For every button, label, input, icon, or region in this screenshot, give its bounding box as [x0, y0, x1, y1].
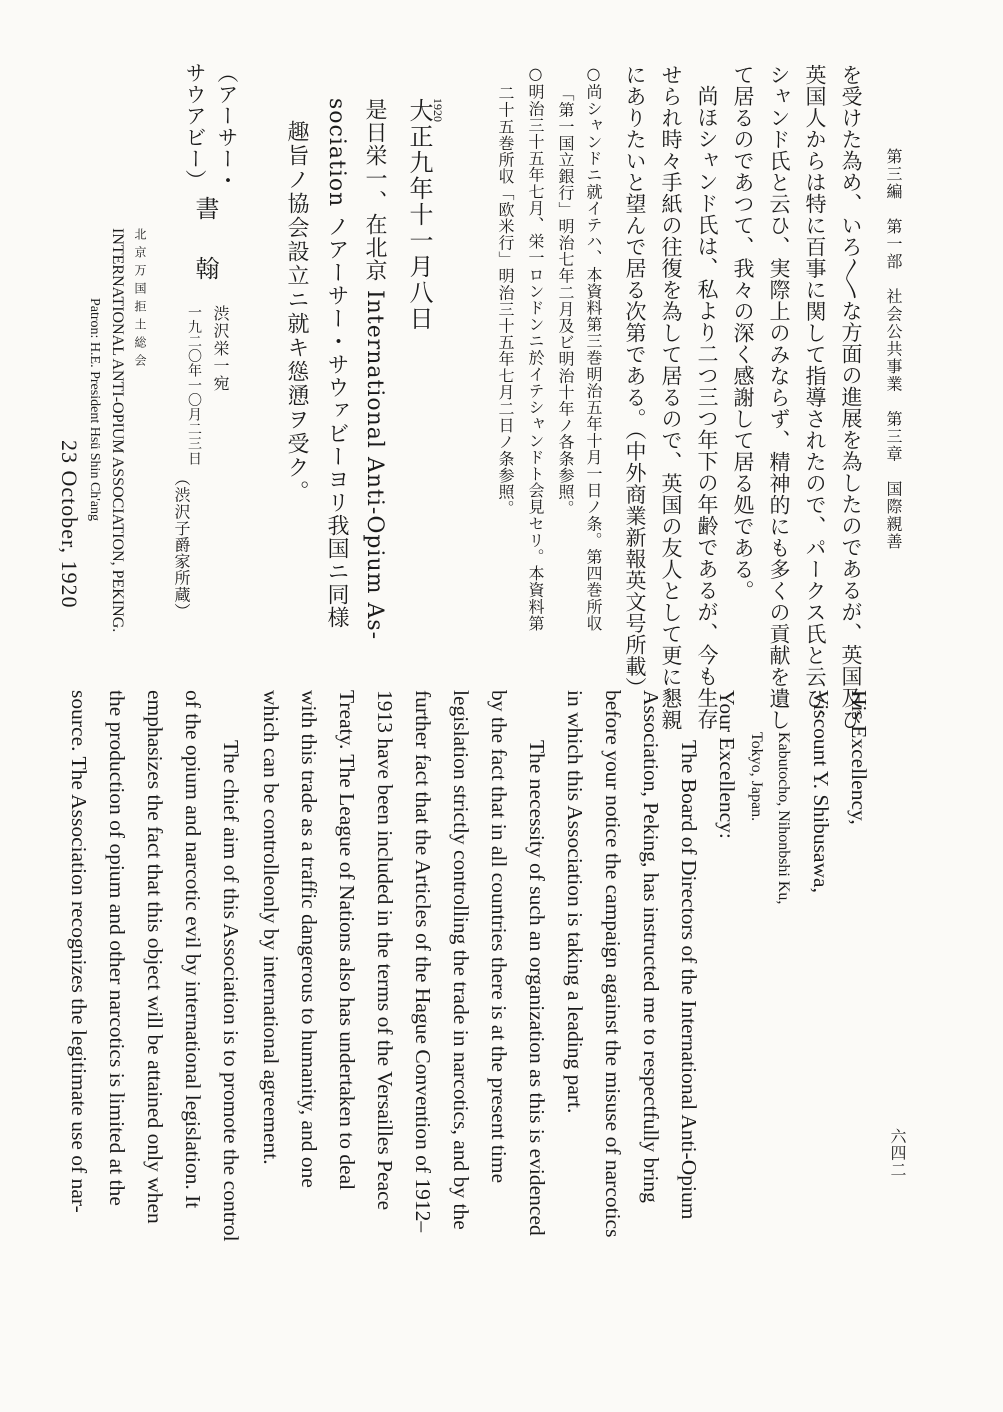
running-head: 第三編 第一部 社会公共事業 第三章 国際親善: [884, 148, 903, 551]
entry-year: 1920: [431, 98, 445, 122]
letter-line-9: in which this Association is taking a leading part.: [563, 690, 587, 1114]
letter-line-12: legislation strictly controlling the trade in narcotics, and by the: [449, 690, 473, 1230]
letter-line-7: Association, Peking, has instructed me to respectfully bring: [639, 690, 663, 1203]
note-line-4: 二十五巻所収「欧米行」明治三十五年七月二日ノ条参照。: [496, 85, 515, 517]
letterhead-date: 23 October, 1920: [57, 440, 82, 609]
entry-line-1: 是日栄一、在北京 International Anti-Opium As-: [362, 98, 387, 641]
source-title-letter: 書 翰: [191, 196, 219, 286]
note-line-2: 「第一国立銀行」明治七年二月及ビ明治十年ノ各条参照。: [556, 85, 575, 517]
page-number: 六四二: [888, 1128, 907, 1178]
letter-line-3: Kabutocho, Nihonbshi Ku,: [775, 732, 792, 905]
body-line-6: せられ時々手紙の往復を為して居るので、英国の友人として更に懇親: [659, 64, 683, 731]
entry-line-2: sociation ノアーサー・サウァビーヨリ我国ニ同様: [324, 98, 349, 630]
note-line-3: ○明治三十五年七月、栄一ロンドンニ於イテシャンドト会見セリ。本資料第: [526, 64, 545, 632]
body-line-7: にありたいと望んで居る次第である。（中外商業新報英文号所載）: [623, 64, 647, 699]
letter-line-14: 1913 have been included in the terms of the Versailles Peace: [373, 690, 397, 1211]
letter-line-15: Treaty. The League of Nations also has undertaken to deal: [335, 690, 359, 1191]
source-title-prefix: （アーサー・: [215, 62, 239, 191]
letter-line-22: source. The Association recognizes the legitimate use of nar-: [67, 690, 91, 1213]
source-date: 一九二〇年一〇月二三日: [186, 305, 202, 466]
body-line-5: 尚ほシャンド氏は、私より二つ三つ年下の年齢であるが、今も生存: [695, 85, 719, 730]
entry-line-3: 趣旨ノ協会設立ニ就キ慫慂ヲ受ク。: [284, 120, 309, 504]
letter-line-18: The chief aim of this Association is to promote the control: [219, 740, 243, 1242]
letter-line-5: Your Excellency:: [715, 690, 739, 839]
letter-line-16: with this trade as a traffic dangerous to humanity, and one: [297, 690, 321, 1188]
entry-date: 大正九年十一月八日: [405, 98, 433, 332]
letterhead-jp: 北京万国拒土総会: [133, 228, 147, 372]
note-line-1: ○尚シャンドニ就イテハ、本資料第三巻明治五年十月一日ノ条。第四巻所収: [584, 64, 603, 632]
letter-line-6: The Board of Directors of the International Anti-Opium: [677, 740, 701, 1220]
letterhead-org: INTERNATIONAL ANTI-OPIUM ASSOCIATION, PEKING.: [109, 228, 126, 633]
letter-line-19: of the opium and narcotic evil by international legislation. It: [181, 690, 205, 1209]
letter-line-4: Tokyo, Japan.: [748, 732, 765, 822]
letter-line-21: the production of opium and other narcotics is limited at the: [105, 690, 129, 1206]
body-line-2: 英国人からは特に百事に関して指導されたので、パークス氏と云ひ、: [803, 64, 827, 731]
body-line-3: シャンド氏と云ひ、実際上のみならず、精神的にも多くの貢献を遺し: [767, 64, 791, 731]
letter-line-13: further fact that the Articles of the Hague Convention of 1912–: [411, 690, 435, 1233]
source-title-name: サウアビー）: [183, 62, 207, 191]
letter-line-2: Viscount Y. Shibusawa,: [809, 690, 833, 893]
body-line-4: て居るのであつて、我々の深く感謝して居る処である。: [731, 64, 755, 602]
source-recipient: 渋沢栄一宛: [211, 305, 230, 393]
letter-line-20: emphasizes the fact that this object will be attained only when: [143, 690, 167, 1224]
letter-line-10: The necessity of such an organization as this is evidenced: [525, 740, 549, 1236]
letter-line-17: which can be controlleonly by international agreement.: [259, 690, 283, 1165]
letterhead-patron: Patron: H.E. President Hsü Shin Ch'ang: [87, 298, 102, 522]
letter-line-1: His Excellency,: [847, 690, 871, 825]
body-line-1: を受けた為め、いろ〳〵な方面の進展を為したのであるが、英国及び: [839, 64, 863, 730]
letter-line-8: before your notice the campaign against the misuse of narcotics: [601, 690, 625, 1238]
source-collection: （渋沢子爵家所蔵）: [172, 470, 191, 620]
letter-line-11: by the fact that in all countries there is at the present time: [487, 690, 511, 1184]
